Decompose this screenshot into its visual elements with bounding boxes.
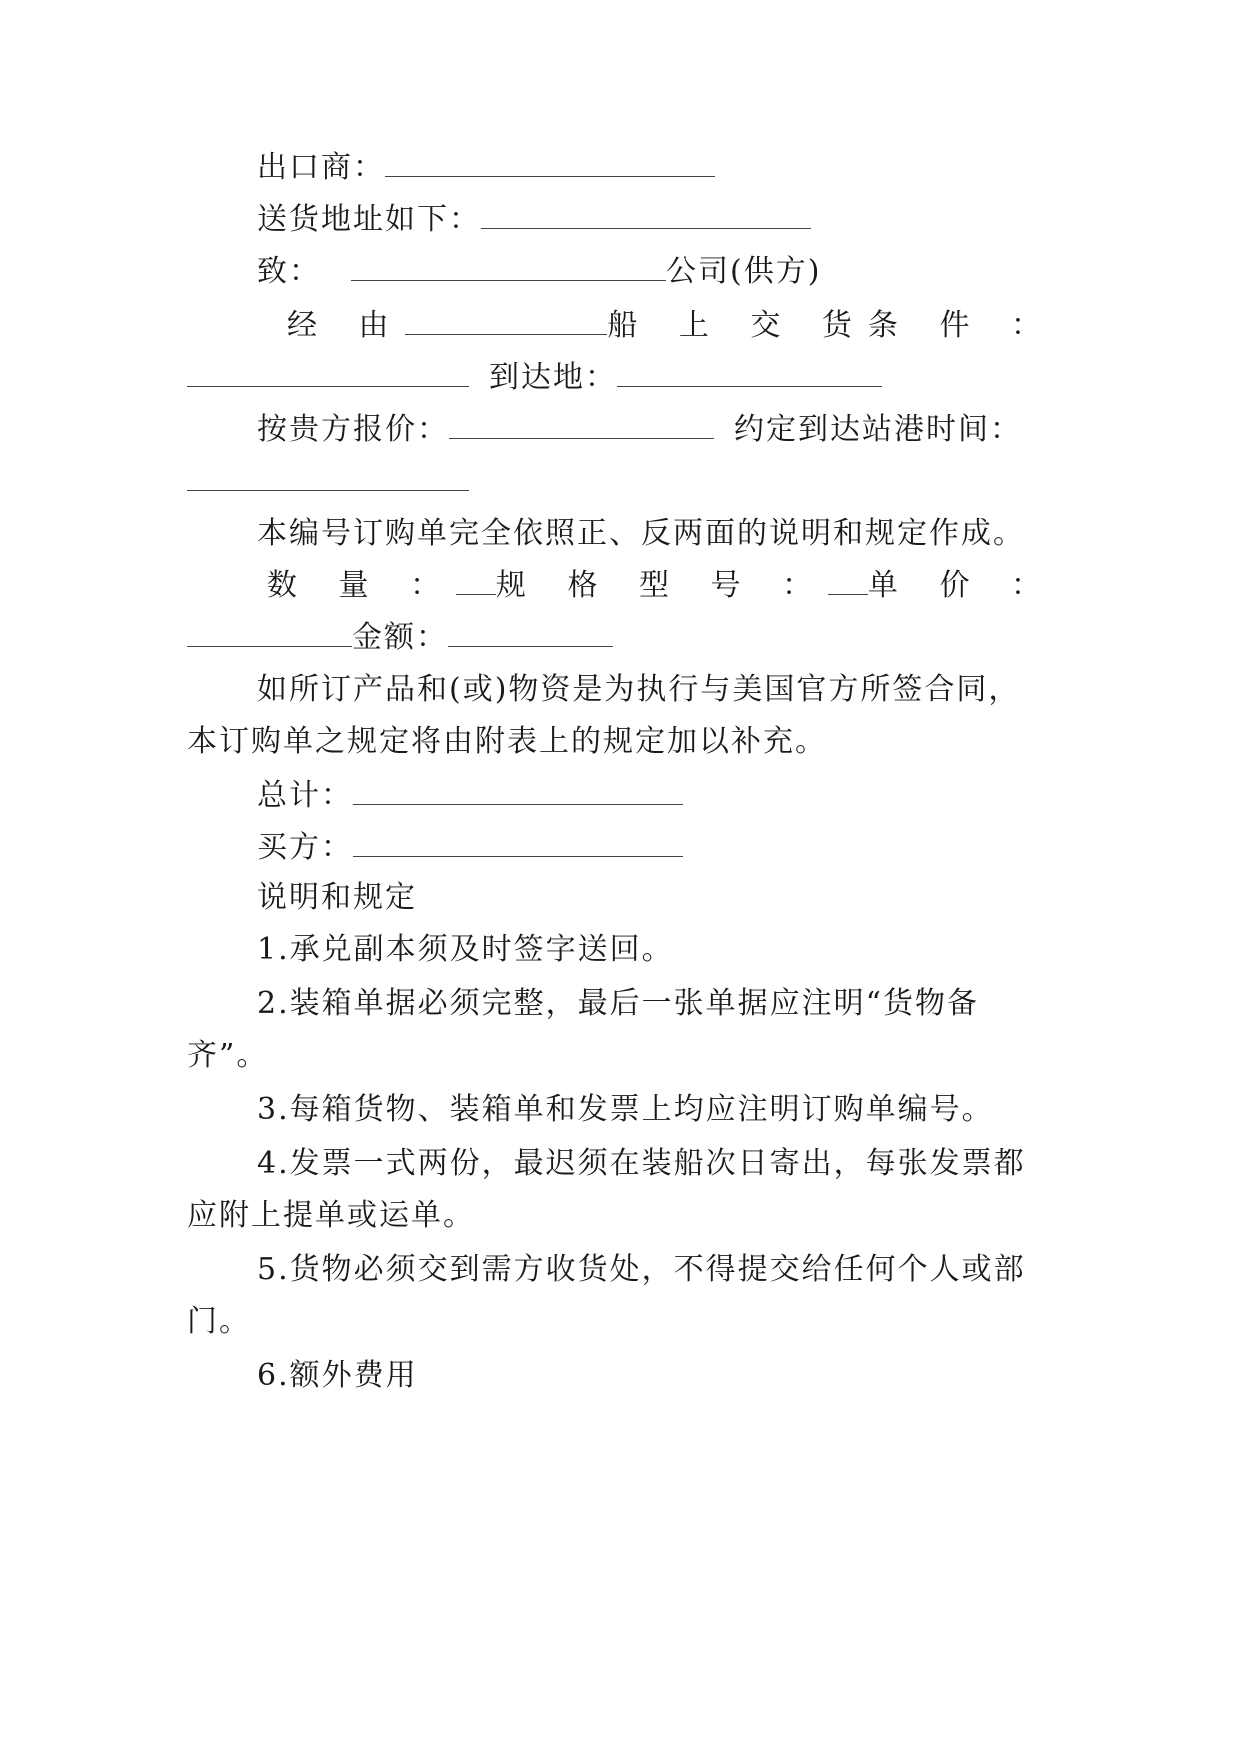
term-item-1-text: 1.承兑副本须及时签字送回。 [257,932,674,967]
supplier-suffix: 公司(供方) [666,254,822,289]
exporter-blank[interactable] [385,150,715,177]
terms-heading: 说明和规定 [257,880,417,915]
term-item-2-line-1 [257,984,1057,1024]
gov-contract-text-1: 如所订产品和(或)物资是为执行与美国官方所签合同， [257,672,1021,707]
term-item-2-line-2 [187,1036,1057,1076]
quantity-row [257,566,1057,606]
quantity-label: 数 量 ： [267,568,457,603]
delivery-address-label: 送货地址如下： [257,202,481,237]
spec-blank[interactable] [828,568,868,595]
term-item-4-line-1 [257,1144,1057,1184]
total-row [257,776,1057,816]
arrival-time-blank[interactable] [187,464,469,491]
buyer-label: 买方： [257,830,353,865]
spec-label: 规 格 型 号 ： [495,568,829,603]
term-item-4-line-2 [187,1196,1057,1236]
gov-contract-text-2: 本订购单之规定将由附表上的规定加以补充。 [187,724,827,759]
term-item-2-text-1: 2.装箱单据必须完整，最后一张单据应注明“货物备 [257,986,979,1021]
buyer-row [257,828,1057,868]
terms-label: 条 件 ： [867,308,1057,343]
term-item-6-text: 6.额外费用 [257,1358,418,1393]
to-row [257,252,1057,292]
amount-blank[interactable] [448,620,613,647]
via-row [257,306,1057,346]
terms-heading-row [257,878,1057,918]
via-label: 经 由 [287,308,405,343]
quote-row [257,410,1057,450]
term-item-5-text-1: 5.货物必须交到需方收货处，不得提交给任何个人或部 [257,1252,1026,1287]
gov-contract-row-2 [187,722,1057,762]
supplier-company-blank[interactable] [351,254,666,281]
destination-blank[interactable] [617,360,882,387]
gov-contract-row-1 [257,670,1057,710]
quote-label: 按贵方报价： [257,412,449,447]
exporter-row [257,148,1057,188]
total-blank[interactable] [353,778,683,805]
term-item-4-text-2: 应附上提单或运单。 [187,1198,475,1233]
term-item-3 [257,1090,1057,1130]
exporter-label: 出口商： [257,150,385,185]
unit-price-blank[interactable] [187,620,352,647]
delivery-address-blank[interactable] [481,202,811,229]
terms-blank[interactable] [187,360,469,387]
total-label: 总计： [257,778,353,813]
fob-label: 船 上 交 货 [607,308,868,343]
amount-row [187,618,1057,658]
term-item-3-text: 3.每箱货物、装箱单和发票上均应注明订购单编号。 [257,1092,994,1127]
to-label: 致： [257,254,321,289]
destination-label: 到达地： [489,360,617,395]
term-item-2-text-2: 齐”。 [187,1038,269,1073]
statement-row [257,514,1057,554]
statement-text: 本编号订购单完全依照正、反两面的说明和规定作成。 [257,516,1025,551]
unit-price-label: 单 价 ： [867,568,1057,603]
term-item-5-line-1 [257,1250,1057,1290]
destination-row [187,358,1057,398]
quote-blank[interactable] [449,412,714,439]
delivery-address-row [257,200,1057,240]
quantity-blank[interactable] [456,568,496,595]
term-item-1 [257,930,1057,970]
via-blank[interactable] [405,308,608,335]
arrival-time-row [187,462,1057,502]
term-item-5-line-2 [187,1302,1057,1342]
arrival-time-label: 约定到达站港时间： [734,412,1022,447]
buyer-blank[interactable] [353,830,683,857]
amount-label: 金额： [352,620,448,655]
term-item-6 [257,1356,1057,1396]
term-item-4-text-1: 4.发票一式两份，最迟须在装船次日寄出，每张发票都 [257,1146,1026,1181]
term-item-5-text-2: 门。 [187,1304,251,1339]
